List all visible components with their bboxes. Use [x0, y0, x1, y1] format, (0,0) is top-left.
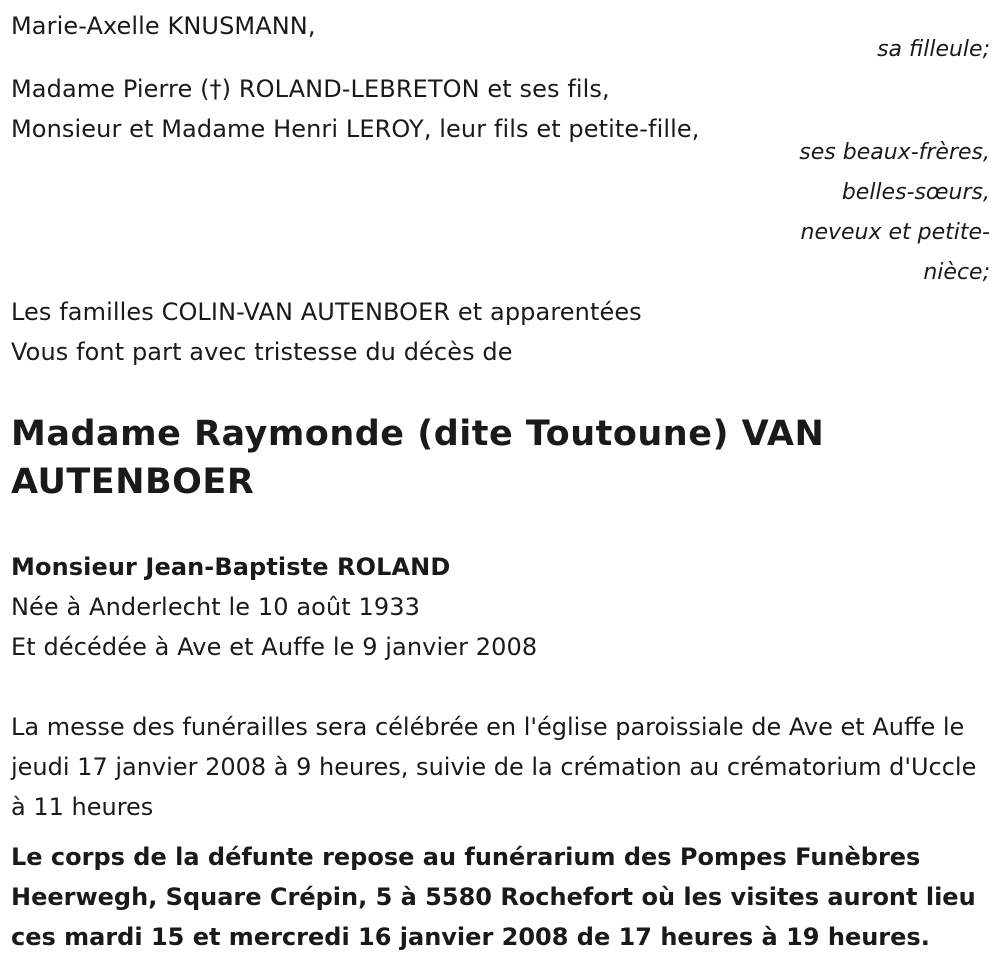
family-line-leroy: Monsieur et Madame Henri LEROY, leur fils et petite-fille, — [11, 115, 700, 143]
visitation-paragraph: Le corps de la défunte repose au funérarium des Pompes Funèbres Heerwegh, Square Crépin, 5 à 5580 Rochefort où les visites auront lieu ces mardi 15 et mercredi 16 janvier 2008 de 17 heures à 19 heures. — [11, 843, 976, 951]
family-line-colin: Les familles COLIN-VAN AUTENBOER et apparentées — [11, 298, 642, 326]
role-niece: nièce; — [923, 260, 990, 285]
funeral-mass-paragraph: La messe des funérailles sera célébrée en l'église paroissiale de Ave et Auffe le jeudi 17 janvier 2008 à 9 heures, suivie de la crémation au crématorium d'Uccle à 11 heures — [11, 713, 977, 821]
role-belles-soeurs: belles-sœurs, — [841, 180, 990, 205]
death-line: Et décédée à Ave et Auffe le 9 janvier 2008 — [11, 633, 538, 661]
announcement-line: Vous font part avec tristesse du décès de — [11, 338, 513, 366]
family-line-roland-lebreton: Madame Pierre (†) ROLAND-LEBRETON et ses fils, — [11, 75, 610, 103]
birth-line: Née à Anderlecht le 10 août 1933 — [11, 593, 420, 621]
family-line-knusmann: Marie-Axelle KNUSMANN, — [11, 12, 316, 40]
spouse-line: Monsieur Jean-Baptiste ROLAND — [11, 553, 451, 581]
deceased-name: Madame Raymonde (dite Toutoune) VAN AUTENBOER — [11, 414, 825, 502]
role-filleule: sa filleule; — [877, 37, 990, 62]
role-beaux-freres: ses beaux-frères, — [799, 140, 990, 165]
role-neveux: neveux et petite- — [800, 220, 990, 245]
